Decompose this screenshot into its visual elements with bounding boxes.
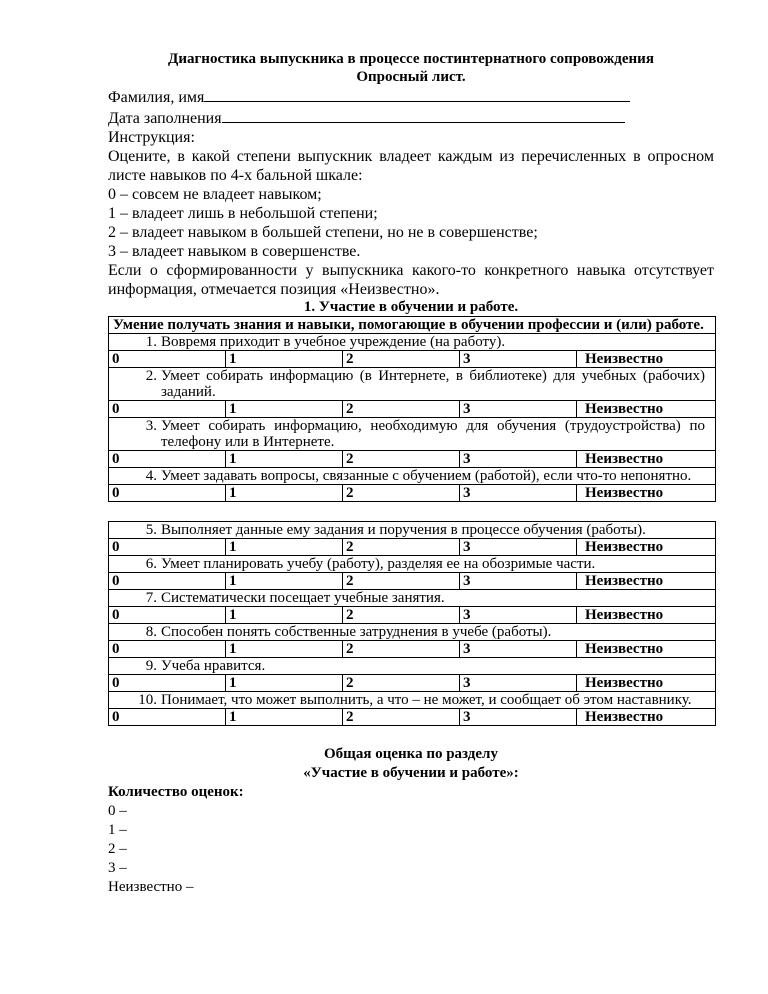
count-item: Неизвестно – [108,879,194,895]
skills-table-part1 [108,316,716,502]
score-option-0[interactable]: 0 [109,351,226,368]
score-option-3[interactable]: 3 [460,451,577,468]
score-option-1[interactable]: 1 [226,675,343,692]
score-option-3[interactable]: 3 [460,709,577,726]
score-option-3[interactable]: 3 [460,573,577,590]
question-cell [109,658,716,675]
question-row [109,590,716,607]
instruction-label: Инструкция: [108,129,195,146]
question-number: 4. [145,468,157,484]
question-number: 8. [145,624,157,640]
score-option-0[interactable]: 0 [109,573,226,590]
score-option-0[interactable]: 0 [109,451,226,468]
question-text: Понимает, что может выполнить, а что – не может, и сообщает об этом наставнику. [161,692,692,708]
score-option-0[interactable]: 0 [109,539,226,556]
score-option-2[interactable]: 2 [343,641,460,658]
question-row [109,468,716,485]
score-option-unknown[interactable]: Неизвестно [577,401,716,418]
score-option-1[interactable]: 1 [226,709,343,726]
skill-group-header: Умение получать знания и навыки, помогающие в обучении профессии и (или) работе. [109,317,716,334]
question-text: Способен понять собственные затруднения в учебе (работы). [161,624,552,640]
score-option-2[interactable]: 2 [343,709,460,726]
score-option-unknown[interactable]: Неизвестно [577,351,716,368]
score-option-unknown[interactable]: Неизвестно [577,451,716,468]
question-number: 1. [145,334,157,350]
score-row [109,675,716,692]
question-number: 2. [145,368,157,384]
score-option-0[interactable]: 0 [109,401,226,418]
score-option-3[interactable]: 3 [460,401,577,418]
score-option-1[interactable]: 1 [226,641,343,658]
score-option-0[interactable]: 0 [109,485,226,502]
document-title: Диагностика выпускника в процессе постинтернатного сопровождения [168,51,654,67]
score-option-3[interactable]: 3 [460,641,577,658]
count-item: 1 – [108,822,127,838]
question-text: Умеет задавать вопросы, связанные с обучением (работой), если что-то непонятно. [161,468,692,484]
score-row [109,485,716,502]
question-row [109,368,716,401]
score-option-3[interactable]: 3 [460,351,577,368]
score-row [109,573,716,590]
question-text: Умеет собирать информацию, необходимую для обучения (трудоустройства) по телефону или в Интернете. [161,418,705,450]
score-option-unknown[interactable]: Неизвестно [577,573,716,590]
question-cell [109,522,716,539]
count-item: 3 – [108,860,127,876]
question-cell [109,334,716,351]
score-option-0[interactable]: 0 [109,607,226,624]
score-option-2[interactable]: 2 [343,485,460,502]
question-text: Учеба нравится. [161,658,266,674]
scale-item: 2 – владеет навыком в большей степени, но не в совершенстве; [108,224,538,241]
scale-item: 3 – владеет навыком в совершенстве. [108,243,361,260]
question-cell [109,418,716,451]
date-field[interactable] [222,107,625,123]
score-option-2[interactable]: 2 [343,351,460,368]
score-option-3[interactable]: 3 [460,675,577,692]
score-option-0[interactable]: 0 [109,675,226,692]
date-field-row [108,107,714,128]
question-row [109,658,716,675]
scale-item: 0 – совсем не владеет навыком; [108,186,322,203]
question-text: Выполняет данные ему задания и поручения в процессе обучения (работы). [161,522,646,538]
question-text: Систематически посещает учебные занятия. [161,590,445,606]
score-option-3[interactable]: 3 [460,539,577,556]
score-option-3[interactable]: 3 [460,485,577,502]
scale-item: 1 – владеет лишь в небольшой степени; [108,205,378,222]
unknown-note: Если о сформированности у выпускника какого-то конкретного навыка отсутствует информация, отмечается позиция «Неизвестно». [108,262,714,298]
question-text: Умеет планировать учебу (работу), разделяя ее на обозримые части. [161,556,596,572]
count-label: Количество оценок: [108,784,244,800]
name-field[interactable] [204,86,630,102]
question-row [109,522,716,539]
question-row [109,334,716,351]
instruction-intro: Оцените, в какой степени выпускник владеет каждым из перечисленных в опросном листе навыков по 4-х бальной шкале: [108,148,714,184]
score-option-1[interactable]: 1 [226,539,343,556]
question-cell [109,624,716,641]
score-option-2[interactable]: 2 [343,607,460,624]
question-number: 9. [145,658,157,674]
question-number: 7. [145,590,157,606]
section-title: 1. Участие в обучении и работе. [303,299,519,315]
count-item: 2 – [108,841,127,857]
question-cell [109,590,716,607]
question-cell [109,556,716,573]
score-option-unknown[interactable]: Неизвестно [577,675,716,692]
question-cell [109,692,716,709]
score-option-1[interactable]: 1 [226,401,343,418]
scale-list [108,185,714,261]
count-item: 0 – [108,803,127,819]
skills-table-part2 [108,521,716,726]
score-row [109,539,716,556]
question-number: 5. [145,522,157,538]
score-row [109,351,716,368]
question-number: 6. [145,556,157,572]
score-option-2[interactable]: 2 [343,401,460,418]
score-option-2[interactable]: 2 [343,451,460,468]
score-option-1[interactable]: 1 [226,451,343,468]
question-cell [109,468,716,485]
score-option-2[interactable]: 2 [343,675,460,692]
score-option-0[interactable]: 0 [109,709,226,726]
question-number: 10. [138,692,157,708]
score-option-unknown[interactable]: Неизвестно [577,607,716,624]
score-option-1[interactable]: 1 [226,351,343,368]
score-row [109,451,716,468]
score-row [109,607,716,624]
score-row [109,709,716,726]
question-text: Умеет собирать информацию (в Интернете, в библиотеке) для учебных (рабочих) заданий. [161,368,705,400]
question-number: 3. [145,418,157,434]
score-option-unknown[interactable]: Неизвестно [577,641,716,658]
document-subtitle: Опросный лист. [356,69,466,85]
score-option-0[interactable]: 0 [109,641,226,658]
questionnaire-page [108,50,714,897]
date-label: Дата заполнения [108,110,222,127]
score-option-unknown[interactable]: Неизвестно [577,539,716,556]
score-option-unknown[interactable]: Неизвестно [577,485,716,502]
score-row [109,641,716,658]
score-option-2[interactable]: 2 [343,573,460,590]
score-option-1[interactable]: 1 [226,607,343,624]
score-option-2[interactable]: 2 [343,539,460,556]
question-row [109,624,716,641]
score-option-1[interactable]: 1 [226,573,343,590]
score-option-3[interactable]: 3 [460,607,577,624]
question-row [109,418,716,451]
score-row [109,401,716,418]
question-cell [109,368,716,401]
name-field-row [108,86,714,107]
summary-title-line1: Общая оценка по разделу [324,746,498,762]
question-row [109,556,716,573]
question-text: Вовремя приходит в учебное учреждение (на работу). [161,334,506,350]
question-row [109,692,716,709]
count-list [108,802,714,897]
summary-title-line2: «Участие в обучении и работе»: [303,765,519,781]
score-option-unknown[interactable]: Неизвестно [577,709,716,726]
score-option-1[interactable]: 1 [226,485,343,502]
name-label: Фамилия, имя [108,89,205,106]
